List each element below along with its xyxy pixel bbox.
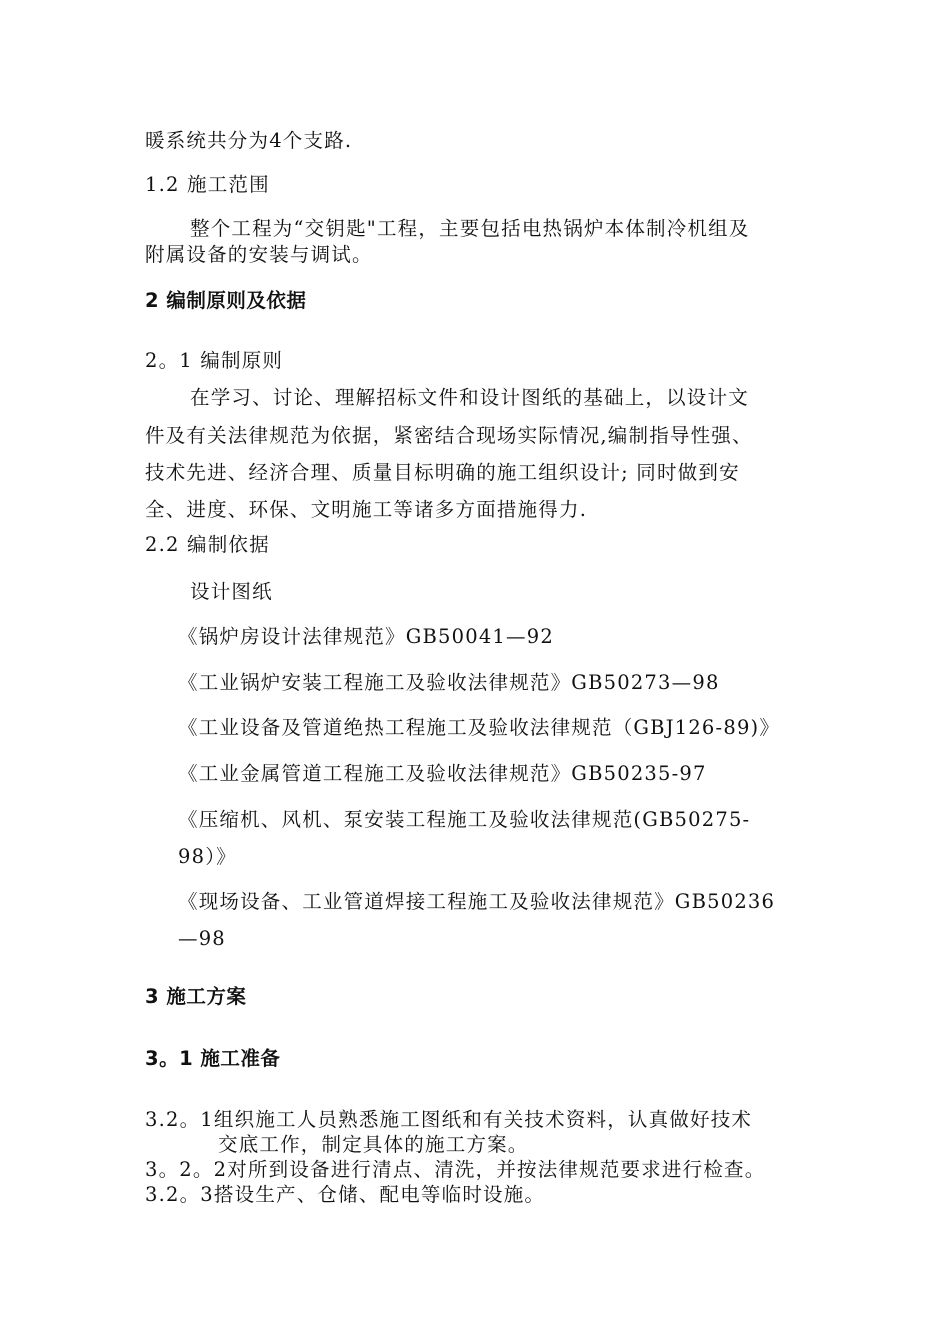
paragraph-line: 3.2。3搭设生产、仓储、配电等临时设施。 [145, 1183, 546, 1206]
paragraph-line: 件及有关法律规范为依据，紧密结合现场实际情况,编制指导性强、 [145, 424, 753, 447]
reference-item: 《现场设备、工业管道焊接工程施工及验收法律规范》GB50236 [178, 890, 776, 913]
reference-item-continuation: 98）》 [178, 845, 237, 868]
paragraph-line: 全、进度、环保、文明施工等诸多方面措施得力. [145, 498, 588, 521]
section-heading-3-1: 3。1 施工准备 [145, 1047, 281, 1070]
paragraph-line: 在学习、讨论、理解招标文件和设计图纸的基础上，以设计文 [190, 386, 749, 409]
section-heading-2-1: 2。1 编制原则 [145, 349, 284, 372]
section-heading-2: 2 编制原则及依据 [145, 289, 307, 312]
section-heading-1-2: 1.2 施工范围 [145, 173, 270, 196]
section-heading-2-2: 2.2 编制依据 [145, 533, 270, 556]
paragraph-line: 交底工作，制定具体的施工方案。 [218, 1133, 529, 1156]
reference-item: 《工业锅炉安装工程施工及验收法律规范》GB50273—98 [178, 671, 720, 694]
paragraph-line: 整个工程为“交钥匙"工程，主要包括电热锅炉本体制冷机组及 [190, 217, 750, 240]
reference-item-continuation: —98 [178, 927, 226, 950]
paragraph-line: 附属设备的安装与调试。 [145, 243, 373, 266]
reference-item: 《工业设备及管道绝热工程施工及验收法律规范（GBJ126-89)》 [178, 716, 781, 739]
reference-item: 《工业金属管道工程施工及验收法律规范》GB50235-97 [178, 762, 707, 785]
reference-item: 《锅炉房设计法律规范》GB50041—92 [178, 625, 554, 648]
reference-item: 《压缩机、风机、泵安装工程施工及验收法律规范(GB50275- [178, 808, 751, 831]
paragraph-line: 3.2。1组织施工人员熟悉施工图纸和有关技术资料，认真做好技术 [145, 1108, 753, 1131]
paragraph-line: 技术先进、经济合理、质量目标明确的施工组织设计; 同时做到安 [145, 461, 740, 484]
section-heading-3: 3 施工方案 [145, 985, 247, 1008]
paragraph-line: 暖系统共分为4个支路. [145, 129, 353, 152]
reference-item: 设计图纸 [190, 580, 273, 603]
paragraph-line: 3。2。2对所到设备进行清点、清洗，并按法律规范要求进行检查。 [145, 1158, 766, 1181]
